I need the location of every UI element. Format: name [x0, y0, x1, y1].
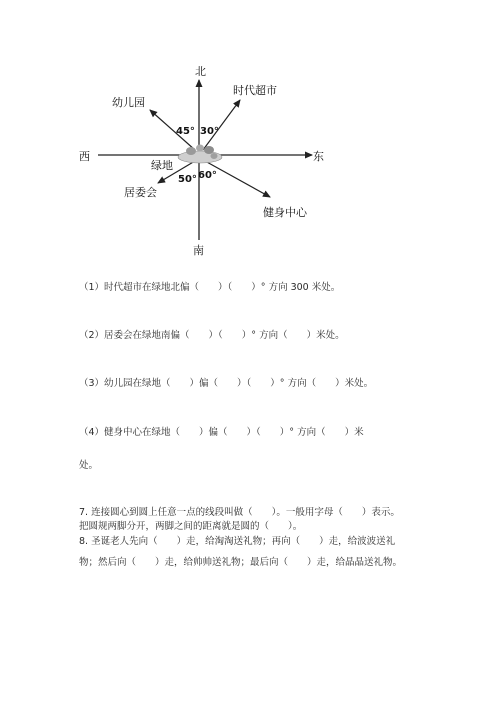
angle-ne-label: 30° — [200, 126, 219, 137]
east-label: 东 — [313, 150, 324, 163]
direction-diagram — [0, 0, 500, 270]
ne-place-label: 时代超市 — [233, 84, 277, 97]
angle-se-label: 60° — [198, 170, 217, 181]
angle-nw-label: 45° — [176, 126, 195, 137]
nw-place-label: 幼儿园 — [112, 96, 145, 109]
center-label: 绿地 — [151, 159, 173, 172]
question-8: 8. 圣诞老人先向（ ）走，给淘淘送礼物；再向（ ）走，给波波送礼 — [79, 536, 396, 547]
north-label: 北 — [195, 65, 206, 78]
sw-place-label: 居委会 — [124, 186, 157, 199]
ray-ne — [203, 100, 240, 150]
question-7: 7. 连接圆心到圆上任意一点的线段叫做（ ）。一般用字母（ ）表示。 — [79, 507, 400, 518]
west-label: 西 — [79, 150, 90, 163]
angle-sw-label: 50° — [178, 174, 197, 185]
park-icon — [178, 145, 222, 164]
question-4: （4）健身中心在绿地（ ）偏（ ）（ ）° 方向（ ）米 — [79, 427, 364, 438]
question-4-continued: 处。 — [79, 460, 99, 471]
question-7-continued: 把圆规两脚分开，两脚之间的距离就是圆的（ ）。 — [79, 521, 303, 532]
question-8-continued: 物；然后向（ ）走，给帅帅送礼物；最后向（ ）走，给晶晶送礼物。 — [79, 557, 403, 568]
question-3: （3）幼儿园在绿地（ ）偏（ ）（ ）° 方向（ ）米处。 — [79, 378, 374, 389]
se-place-label: 健身中心 — [263, 206, 307, 219]
question-1: （1）时代超市在绿地北偏（ ）（ ）° 方向 300 米处。 — [79, 282, 341, 293]
south-label: 南 — [193, 244, 204, 257]
question-2: （2）居委会在绿地南偏（ ）（ ）° 方向（ ）米处。 — [79, 330, 345, 341]
